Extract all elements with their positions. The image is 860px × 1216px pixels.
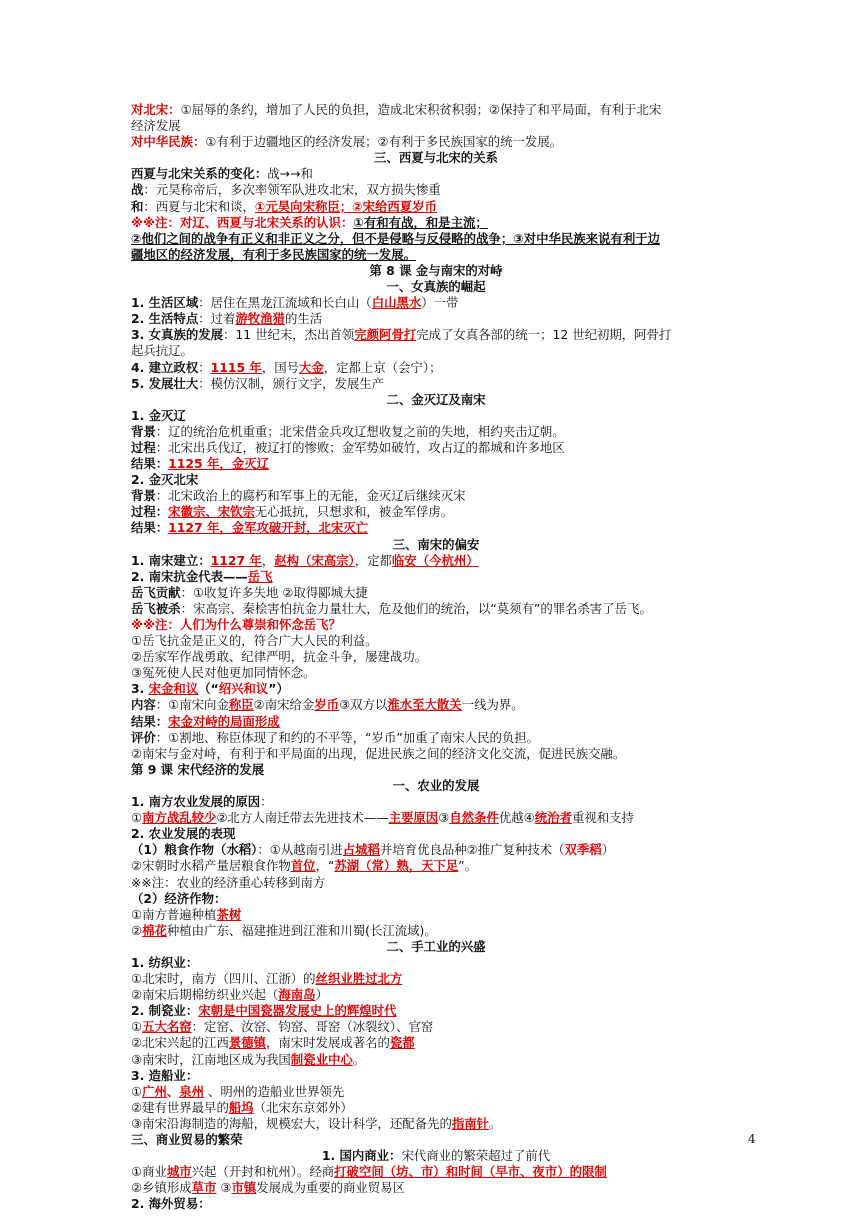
text-line — [131, 488, 741, 504]
text-line — [131, 215, 741, 231]
section-heading — [131, 939, 741, 955]
highlighted-term: ※※注：对辽、西夏与北宋关系的认识： — [131, 214, 354, 230]
text-segment: ②南宋后期棉纺织业兴起（ — [131, 987, 279, 1003]
section-heading — [131, 778, 741, 794]
text-segment: ①南方普遍种植 — [131, 906, 217, 922]
text-line — [131, 520, 741, 536]
text-segment: ：北宋政治上的腐朽和军事上的无能，金灭辽后继续灭宋 — [155, 488, 466, 504]
text-segment: ③南宋时，江南地区成为我国 — [131, 1051, 291, 1067]
text-line — [131, 199, 741, 215]
text-segment: 岳飞贡献 — [131, 584, 181, 600]
text-segment: ：元昊称帝后，多次率领军队进攻北宋，双方损失惨重 — [143, 182, 441, 198]
highlighted-term: 棉花 — [142, 922, 167, 938]
highlighted-term: 茶树 — [216, 906, 242, 922]
text-line — [131, 697, 741, 713]
text-line — [131, 1132, 741, 1148]
text-segment: 经济发展 — [131, 118, 181, 134]
text-line — [131, 923, 741, 939]
page-number: 4 — [748, 1132, 756, 1146]
text-segment: 结果： — [131, 520, 169, 536]
text-segment: 重视和支持 — [571, 810, 634, 826]
text-segment: 一、女真族的崛起 — [386, 279, 486, 295]
text-line — [131, 1052, 741, 1068]
text-line — [131, 842, 741, 858]
text-line — [131, 360, 741, 376]
text-line — [131, 955, 741, 971]
text-segment: 战→→和 — [267, 166, 313, 182]
highlighted-term: 指南针 — [451, 1115, 490, 1131]
text-line — [131, 730, 741, 746]
text-segment: ②北宋兴起的江西 — [131, 1035, 229, 1051]
text-segment: ①商业 — [131, 1164, 167, 1180]
text-line — [131, 424, 741, 440]
text-segment: ） — [601, 842, 615, 858]
text-segment: 第 9 课 宋代经济的发展 — [131, 761, 265, 777]
text-segment: 4. 建立政权 — [131, 359, 199, 375]
text-segment: ，“ — [315, 858, 335, 874]
text-segment: 1. 纺织业： — [131, 954, 199, 970]
highlighted-term: 游牧渔猎 — [235, 311, 285, 327]
text-segment: 结果： — [131, 713, 169, 729]
text-line — [131, 794, 741, 810]
text-segment: ：西夏与北宋和谈， — [143, 198, 255, 214]
text-segment: 结果： — [131, 456, 169, 472]
text-line — [131, 681, 741, 697]
text-line — [131, 1116, 741, 1132]
text-line — [131, 1084, 741, 1100]
text-segment: ②宋朝时水稻产量居粮食作物 — [131, 858, 291, 874]
highlighted-term: 1115 年 — [210, 359, 262, 375]
text-segment: 完成了女真各部的统一；12 世纪初期，阿骨打 — [416, 327, 672, 343]
section-heading — [131, 392, 741, 408]
text-segment: 和 — [131, 198, 144, 214]
highlighted-term: 城市 — [166, 1164, 192, 1180]
text-segment: ：过着 — [198, 311, 236, 327]
text-segment: 宋代商业的繁荣超过了前代 — [401, 1148, 551, 1164]
text-segment: ，南宋时发展成著名的 — [266, 1035, 390, 1051]
text-segment: 2. 海外贸易： — [131, 1196, 211, 1212]
text-line — [131, 810, 741, 826]
text-line — [131, 633, 741, 649]
text-line — [131, 118, 741, 134]
text-segment: （北宋东京郊外） — [253, 1099, 353, 1115]
text-segment: 1. 生活区域 — [131, 295, 199, 311]
text-segment: 1. 南方农业发展的原因 — [131, 794, 261, 810]
text-segment: 、明州的造船业世界领先 — [204, 1083, 345, 1099]
highlighted-term: 广州 — [142, 1083, 167, 1099]
text-segment: （“ — [198, 681, 219, 697]
text-segment: ①岳飞抗金是正义的，符合广大人民的利益。 — [131, 633, 378, 649]
text-line — [131, 247, 741, 263]
lesson-heading — [131, 762, 741, 778]
text-segment: ： — [260, 794, 273, 810]
text-segment: 二、金灭辽及南宋 — [386, 391, 486, 407]
highlighted-term: 岳飞 — [247, 568, 273, 584]
section-heading — [131, 279, 741, 295]
text-segment: 。 — [352, 1051, 366, 1067]
text-segment: 战 — [131, 182, 144, 198]
text-segment: ① — [131, 1019, 143, 1035]
text-segment: ，国号 — [261, 359, 299, 375]
text-segment: ① — [131, 810, 143, 826]
text-segment: 无心抵抗，只想求和，被金军俘虏。 — [254, 504, 454, 520]
text-segment: 三、南宋的偏安 — [392, 536, 480, 552]
text-line — [131, 1180, 741, 1196]
highlighted-term: 双季稻 — [564, 842, 602, 858]
text-segment: 岳飞被杀 — [131, 600, 181, 616]
text-segment: ，定都上京（会宁）； — [323, 359, 442, 375]
text-line — [131, 971, 741, 987]
highlighted-term: 占城稻 — [342, 842, 380, 858]
text-line — [131, 311, 741, 327]
text-segment: ② — [131, 922, 143, 938]
highlighted-term: 绍兴和议 — [218, 681, 269, 697]
highlighted-term: 统治者 — [534, 810, 572, 826]
text-segment: 西夏与北宋关系的变化： — [131, 166, 268, 182]
text-segment: ③南宋沿海制造的海船，规模宏大，设计科学，还配备先的 — [131, 1115, 452, 1131]
text-segment: ③ — [216, 1180, 232, 1196]
text-segment: ：①割地、称臣体现了和约的不平等，“岁币”加重了南宋人民的负担。 — [155, 729, 540, 745]
highlighted-term: 市镇 — [231, 1180, 257, 1196]
text-line — [131, 649, 741, 665]
highlighted-term: 泉州 — [179, 1083, 205, 1099]
text-segment: ②南宋与金对峙，有利于和平局面的出现，促进民族之间的经济文化交流，促进民族交融。 — [131, 745, 626, 761]
text-segment: 一线为界。 — [461, 697, 524, 713]
text-segment: ”。 — [458, 858, 478, 874]
text-line — [131, 408, 741, 424]
text-line — [131, 102, 741, 118]
text-segment: ， — [261, 552, 275, 568]
text-segment: 。 — [489, 1115, 502, 1131]
highlighted-term: 宋朝是中国瓷器发展史上的辉煌时代 — [198, 1003, 397, 1019]
highlighted-term: 称臣 — [228, 697, 254, 713]
highlighted-term: 宋金对峙的局面形成 — [168, 713, 280, 729]
text-segment: ，定都 — [354, 552, 392, 568]
highlighted-term: 首位 — [290, 858, 316, 874]
highlighted-term: 淮水至大散关 — [387, 697, 462, 713]
text-segment: 起兵抗辽。 — [131, 343, 193, 359]
text-line — [131, 1035, 741, 1051]
text-line — [131, 746, 741, 762]
text-segment: ：11 世纪末，杰出首领 — [223, 327, 355, 343]
highlighted-term: 宋金和议 — [148, 681, 199, 697]
highlighted-term: 对中华民族： — [131, 134, 206, 150]
text-line — [131, 858, 741, 874]
text-segment: 2. 生活特点 — [131, 311, 199, 327]
text-segment: ：①南宋向金 — [155, 697, 229, 713]
highlighted-term: 大金 — [298, 359, 324, 375]
highlighted-term: 1127 年，金军攻破开封，北宋灭亡 — [168, 520, 369, 536]
text-segment: 第 8 课 金与南宋的对峙 — [369, 262, 503, 278]
text-segment: ①有利于边疆地区的经济发展；②有利于多民族国家的统一发展。 — [205, 134, 563, 150]
text-line — [131, 456, 741, 472]
text-segment: 并培育优良品种②推广复种技术（ — [379, 842, 565, 858]
highlighted-term: 船坞 — [228, 1099, 254, 1115]
text-segment: ：辽的统治危机重重；北宋借金兵攻辽想收复之前的失地，相约夹击辽朝。 — [155, 423, 565, 439]
highlighted-term: 五大名窑 — [142, 1019, 192, 1035]
section-heading — [131, 1148, 741, 1164]
text-line — [131, 166, 741, 182]
lesson-heading — [131, 263, 741, 279]
highlighted-term: 自然条件 — [449, 810, 499, 826]
text-segment: 过程： — [131, 504, 169, 520]
text-segment: 兴起（开封和杭州）。经商 — [191, 1164, 335, 1180]
text-segment: 3. — [131, 681, 149, 697]
text-segment: 背景 — [131, 488, 156, 504]
text-segment: 三、商业贸易的繁荣 — [131, 1132, 243, 1147]
text-segment: ：定窑、汝窑、钧窑、哥窑（冰裂纹）、官窑 — [191, 1019, 434, 1035]
text-segment: ①有和有战，和是主流； — [353, 214, 488, 230]
text-line — [131, 472, 741, 488]
document-body — [131, 102, 741, 1212]
text-segment: 2. 金灭北宋 — [131, 472, 199, 488]
text-line — [131, 987, 741, 1003]
text-segment: 种植由广东、福建推进到江淮和川蜀(长江流域)。 — [166, 922, 437, 938]
text-segment: ②乡镇形成 — [131, 1180, 192, 1196]
text-segment: 背景 — [131, 423, 156, 439]
text-segment: ※※注：农业的经济重心转移到南方 — [131, 874, 326, 890]
text-line — [131, 569, 741, 585]
text-segment: ① — [131, 1083, 143, 1099]
text-line — [131, 231, 741, 247]
text-segment: ①屈辱的条约，增加了人民的负担，造成北宋积贫积弱；②保持了和平局面，有利于北宋 — [180, 102, 662, 117]
text-segment: ②南宋给金 — [253, 697, 315, 713]
text-line — [131, 182, 741, 198]
text-segment: ：居住在黑龙江流域和长白山（ — [198, 295, 372, 311]
highlighted-term: 制瓷业中心 — [290, 1051, 353, 1067]
highlighted-term: 、 — [166, 1083, 180, 1099]
highlighted-term: 苏湖（常）熟，天下足 — [334, 858, 459, 874]
text-line — [131, 585, 741, 601]
text-line — [131, 1196, 741, 1212]
text-segment: 2. 制瓷业： — [131, 1003, 199, 1019]
text-line — [131, 1100, 741, 1116]
highlighted-term: 海南岛 — [278, 987, 316, 1003]
text-segment: ③ — [438, 810, 450, 826]
text-segment: 评价 — [131, 729, 156, 745]
highlighted-term: 1125 年，金灭辽 — [168, 456, 269, 472]
highlighted-term: 打破空间（坊、市）和时间（早市、夜市）的限制 — [334, 1164, 607, 1180]
text-line — [131, 601, 741, 617]
text-segment: ）一带 — [421, 295, 459, 311]
text-segment: 2. 南宋抗金代表—— — [131, 568, 248, 584]
text-segment: ②岳家军作战勇敢、纪律严明，抗金斗争，屡建战功。 — [131, 649, 428, 665]
text-segment: 3. 造船业： — [131, 1067, 199, 1083]
highlighted-term: 完颜阿骨打 — [354, 327, 417, 343]
text-line — [131, 1068, 741, 1084]
text-segment: 疆地区的经济发展，有利于多民族国家的统一发展。 — [131, 246, 416, 262]
highlighted-term: 南方战乱较少 — [142, 810, 217, 826]
text-segment: 5. 发展壮大 — [131, 375, 199, 391]
highlighted-term: 宋徽宗、宋钦宗 — [168, 504, 255, 520]
text-segment: ） — [315, 987, 328, 1003]
highlighted-term: 主要原因 — [388, 810, 439, 826]
text-segment: ：①收复许多失地 ②取得郾城大捷 — [180, 584, 368, 600]
text-segment: ②他们之间的战争有正义和非正义之分，但不是侵略与反侵略的战争；③对中华民族来说有利于边 — [131, 230, 660, 246]
text-line — [131, 875, 741, 891]
text-segment: 的生活 — [284, 311, 323, 327]
text-segment: 一、农业的发展 — [392, 777, 480, 793]
highlighted-term: 瓷都 — [389, 1035, 415, 1051]
text-segment: ：北宋出兵伐辽，被辽打的惨败；金军势如破竹，攻占辽的都城和许多地区 — [155, 439, 565, 455]
text-line — [131, 665, 741, 681]
highlighted-term: 临安（今杭州） — [391, 552, 479, 568]
text-line — [131, 891, 741, 907]
text-line — [131, 327, 741, 343]
text-segment: 内容 — [131, 697, 156, 713]
text-line — [131, 134, 741, 150]
text-line — [131, 553, 741, 569]
text-line — [131, 440, 741, 456]
text-segment: ②建有世界最早的 — [131, 1099, 229, 1115]
text-segment: 3. 女真族的发展 — [131, 327, 223, 343]
highlighted-term: 对北宋： — [131, 102, 181, 117]
text-line — [131, 1003, 741, 1019]
text-segment: 优越④ — [498, 810, 535, 826]
text-segment: ③双方以 — [339, 697, 388, 713]
text-segment: 2. 农业发展的表现 — [131, 826, 236, 842]
text-segment: ②北方人南迁带去先进技术—— — [216, 810, 389, 826]
text-segment: （1）粮食作物（水稻） — [131, 842, 258, 858]
text-line — [131, 826, 741, 842]
text-line — [131, 1019, 741, 1035]
text-line — [131, 1164, 741, 1180]
highlighted-term: 白山黑水 — [371, 295, 422, 311]
highlighted-term: 丝织业胜过北方 — [315, 971, 403, 987]
text-segment: ： — [198, 359, 211, 375]
section-heading — [131, 537, 741, 553]
text-line — [131, 714, 741, 730]
text-line — [131, 504, 741, 520]
text-segment: 过程 — [131, 439, 156, 455]
section-heading — [131, 150, 741, 166]
text-segment: 三、西夏与北宋的关系 — [374, 150, 498, 166]
text-segment: （2）经济作物： — [131, 890, 227, 906]
text-line — [131, 907, 741, 923]
text-segment: 发展成为重要的商业贸易区 — [256, 1180, 405, 1196]
highlighted-term: ※※注：人们为什么尊崇和怀念岳飞？ — [131, 617, 341, 632]
highlighted-term: 岁币 — [314, 697, 340, 713]
text-segment: ：模仿汉制，颁行文字，发展生产 — [198, 375, 385, 391]
highlighted-term: ①元昊向宋称臣；②宋给西夏岁币 — [254, 198, 437, 214]
text-segment: 1. 国内商业： — [321, 1148, 402, 1164]
text-segment: ③冤死使人民对他更加同情怀念。 — [131, 665, 316, 681]
text-line — [131, 376, 741, 392]
text-line — [131, 343, 741, 359]
text-segment: 二、手工业的兴盛 — [386, 938, 486, 954]
highlighted-term: 1127 年 — [210, 552, 262, 568]
text-segment: ：宋高宗、秦桧害怕抗金力量壮大，危及他们的统治，以“莫须有”的罪名杀害了岳飞。 — [180, 600, 652, 616]
highlighted-term: 草市 — [191, 1180, 217, 1196]
text-segment: ”） — [268, 681, 289, 697]
text-line — [131, 617, 741, 633]
text-segment: ：①从越南引进 — [257, 842, 343, 858]
text-segment: 1. 金灭辽 — [131, 407, 186, 423]
text-segment: 1. 南宋建立： — [131, 552, 211, 568]
text-segment: ①北宋时，南方（四川、江浙）的 — [131, 971, 316, 987]
text-line — [131, 295, 741, 311]
highlighted-term: 赵构（宋高宗） — [274, 552, 355, 568]
highlighted-term: 景德镇 — [228, 1035, 267, 1051]
